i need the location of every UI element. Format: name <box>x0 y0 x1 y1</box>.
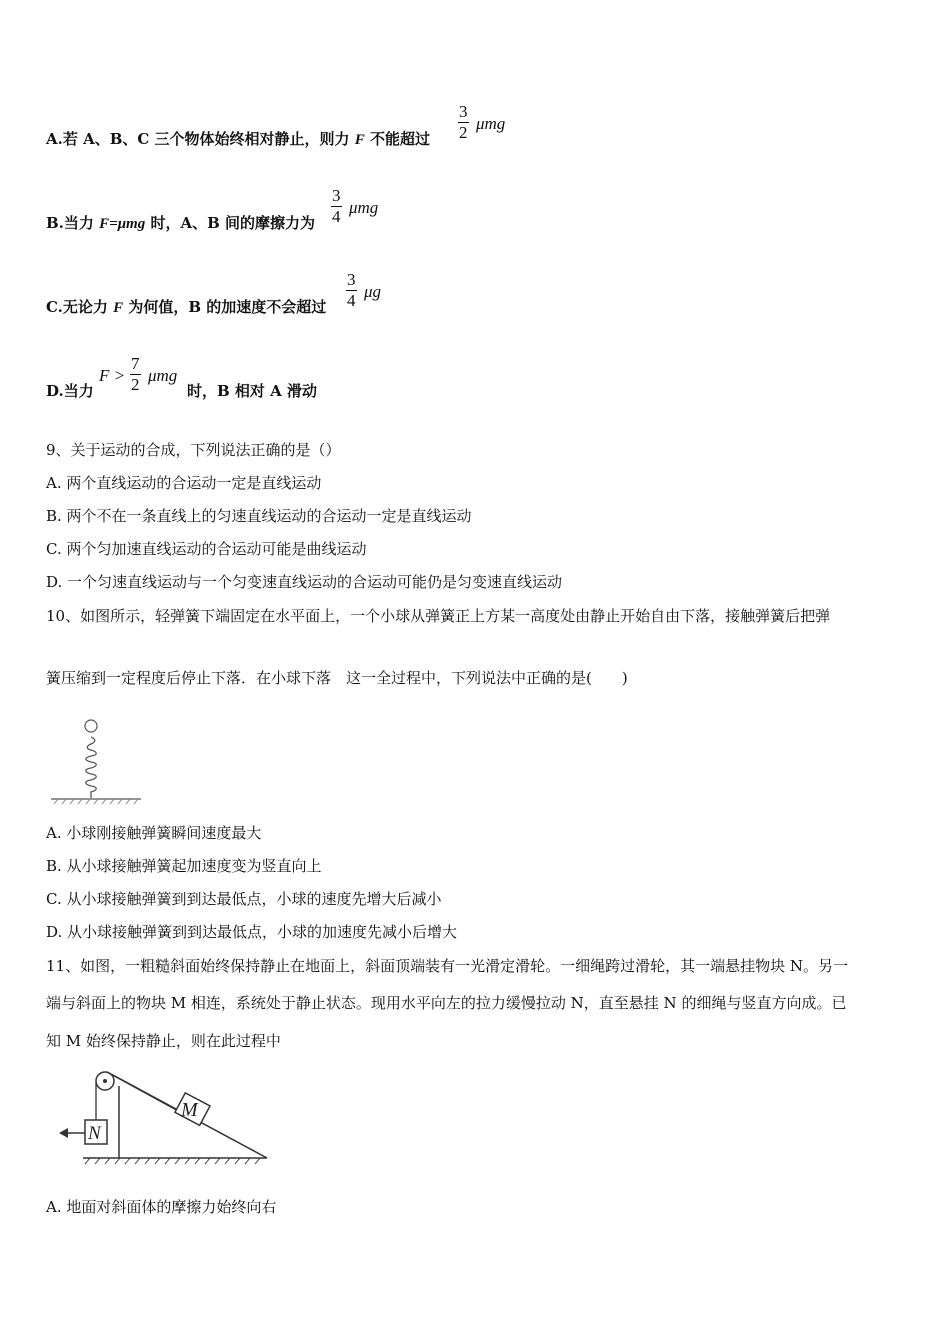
q8-d-frac-num: 7 <box>131 354 140 373</box>
q9-option-c: C. 两个匀加速直线运动的合运动可能是曲线运动 <box>46 540 367 558</box>
q10-option-c: C. 从小球接触弹簧到到达最低点，小球的速度先增大后减小 <box>46 890 442 908</box>
q8-c-frac-num: 3 <box>347 270 356 289</box>
q11-stem-line3: 知 M 始终保持静止，则在此过程中 <box>46 1032 281 1050</box>
q8-b-fraction <box>331 186 342 227</box>
q10-option-d: D. 从小球接触弹簧到到达最低点，小球的加速度先减小后增大 <box>46 923 458 941</box>
q10-option-a: A. 小球刚接触弹簧瞬间速度最大 <box>46 824 262 842</box>
q8-a-tail: μmg <box>476 114 506 133</box>
q8-b-frac-num: 3 <box>332 186 341 205</box>
q8-option-c <box>46 296 326 317</box>
q8-d-tail: μmg <box>148 366 178 385</box>
q8-c-fraction <box>346 270 357 311</box>
spring-coil <box>86 737 97 798</box>
q8-c-prefix: C.无论力 <box>46 298 108 316</box>
q8-a-var: F <box>354 132 365 148</box>
q8-b-tail: μmg <box>349 198 379 217</box>
q8-c-tail: μg <box>364 282 382 301</box>
q8-b-frac-den: 4 <box>332 207 341 226</box>
pull-arrow-head <box>59 1128 68 1138</box>
ground-hatch <box>85 1158 260 1164</box>
q11-stem-line2: 端与斜面上的物块 M 相连，系统处于静止状态。现用水平向左的拉力缓慢拉动 N，直至悬挂 N 的细绳与竖直方向成。已 <box>46 994 847 1012</box>
q11-stem-line1: 11、如图，一粗糙斜面始终保持静止在地面上，斜面顶端装有一光滑定滑轮。一细绳跨过滑轮，其一端悬挂物块 N。另一 <box>46 957 848 975</box>
q8-d-prefix: D.当力 <box>46 382 94 400</box>
q9-option-b: B. 两个不在一条直线上的匀速直线运动的合运动一定是直线运动 <box>46 507 472 525</box>
q11-option-a: A. 地面对斜面体的摩擦力始终向右 <box>46 1198 277 1216</box>
q8-b-suffix: 时，A、B 间的摩擦力为 <box>150 214 315 232</box>
q8-c-suffix: 为何值，B 的加速度不会超过 <box>128 298 327 316</box>
q10-option-b: B. 从小球接触弹簧起加速度变为竖直向上 <box>46 857 322 875</box>
q8-d-suffix: 时，B 相对 A 滑动 <box>187 382 317 400</box>
q8-b-prefix: B.当力 <box>46 214 94 232</box>
q8-a-suffix: 不能超过 <box>370 130 431 148</box>
incline-pulley-figure <box>55 1066 275 1170</box>
q8-b-cond: F=μmg <box>99 216 146 232</box>
q8-a-frac-den: 2 <box>459 123 468 142</box>
ground-hatch <box>54 799 138 804</box>
q8-d-frac-den: 2 <box>131 375 140 394</box>
q10-stem-line1: 10、如图所示，轻弹簧下端固定在水平面上，一个小球从弹簧正上方某一高度处由静止开始自由下落，接触弹簧后把弹 <box>46 607 831 625</box>
q8-a-prefix: A.若 A、B、C 三个物体始终相对静止，则力 <box>46 130 350 148</box>
spring-ball-figure <box>46 712 146 808</box>
q8-option-b <box>46 212 315 233</box>
q8-c-var: F <box>113 300 124 316</box>
q8-c-frac-den: 4 <box>347 291 356 310</box>
q10-stem-line2: 簧压缩到一定程度后停止下落．在小球下落 这一全过程中，下列说法中正确的是( ) <box>46 669 628 687</box>
ball <box>85 720 97 732</box>
q9-option-a: A. 两个直线运动的合运动一定是直线运动 <box>46 474 322 492</box>
q8-d-fraction <box>130 354 141 395</box>
q8-option-a <box>46 128 430 149</box>
block-m-label: M <box>181 1099 198 1121</box>
q8-a-fraction <box>458 102 469 143</box>
block-n-label: N <box>88 1123 101 1144</box>
pulley-axle <box>103 1079 107 1083</box>
q8-d-cond: F > <box>99 366 126 385</box>
q9-option-d: D. 一个匀速直线运动与一个匀变速直线运动的合运动可能仍是匀变速直线运动 <box>46 573 563 591</box>
q8-option-d <box>46 380 94 401</box>
q8-a-frac-num: 3 <box>459 102 468 121</box>
q9-stem: 9、关于运动的合成，下列说法正确的是（） <box>46 441 341 459</box>
